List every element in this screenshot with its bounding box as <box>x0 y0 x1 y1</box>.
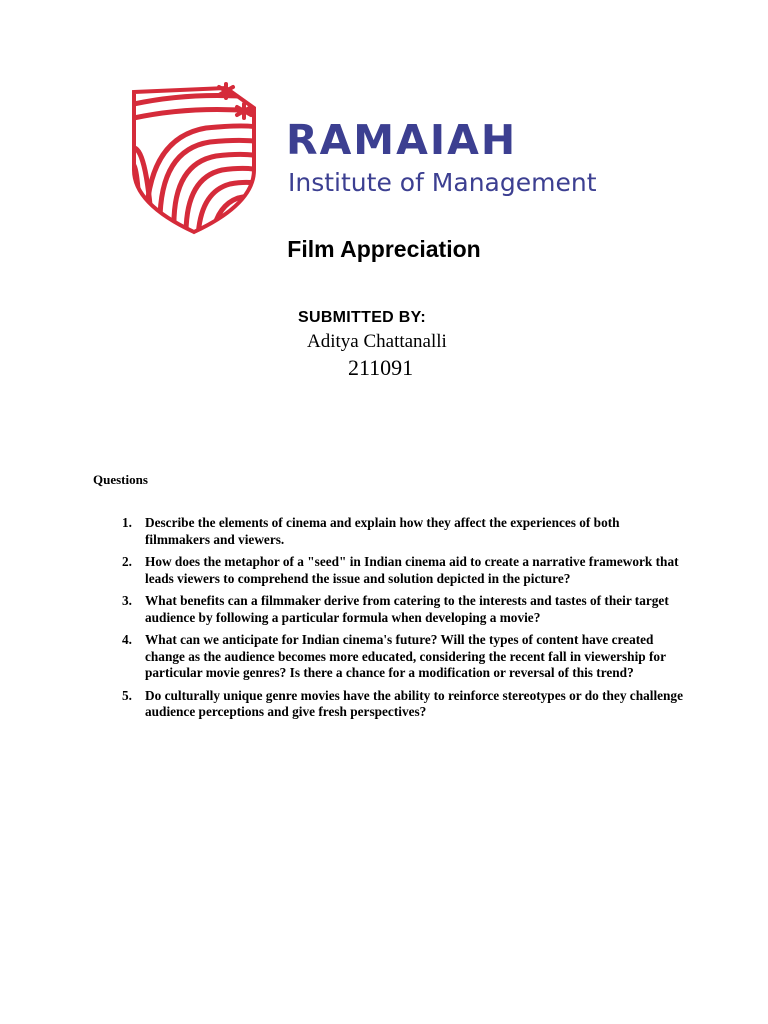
question-text: Do culturally unique genre movies have the ability to reinforce stereotypes or do they challenge audience perceptions and give fresh perspectives? <box>145 687 683 719</box>
questions-heading: Questions <box>93 472 148 487</box>
author-name: Aditya Chattanalli <box>307 331 447 352</box>
institute-logo <box>126 78 666 238</box>
question-item <box>93 593 683 626</box>
submitted-by-label: SUBMITTED BY: <box>298 309 427 326</box>
shield-emblem-icon <box>126 78 266 238</box>
question-item <box>93 515 683 548</box>
question-number: 5. <box>122 687 132 703</box>
question-number: 4. <box>122 632 132 647</box>
question-text: What benefits can a filmmaker derive from catering to the interests and tastes of their target audience by following a particular formula when developing a movie? <box>145 593 669 625</box>
question-number: 2. <box>122 554 132 569</box>
question-text: How does the metaphor of a "seed" in Indian cinema aid to create a narrative framework that leads viewers to comprehend the issue and solution depicted in the picture? <box>145 554 679 586</box>
question-number: 1. <box>122 515 132 530</box>
question-item <box>93 554 683 587</box>
question-item <box>93 688 683 721</box>
document-title: Film Appreciation <box>287 236 481 262</box>
question-item <box>93 632 683 682</box>
brand-name: RAMAIAH <box>286 116 518 164</box>
brand-subtitle: Institute of Management <box>288 168 597 197</box>
questions-list <box>93 515 683 727</box>
author-id: 211091 <box>348 355 414 380</box>
question-text: Describe the elements of cinema and explain how they affect the experiences of both filmmakers and viewers. <box>145 515 620 547</box>
question-text: What can we anticipate for Indian cinema's future? Will the types of content have created change as the audience becomes more educated, considering the recent fall in viewership for particular movie genres? Is there a chance for a modification or reversal of this trend? <box>145 632 666 680</box>
question-number: 3. <box>122 593 132 608</box>
